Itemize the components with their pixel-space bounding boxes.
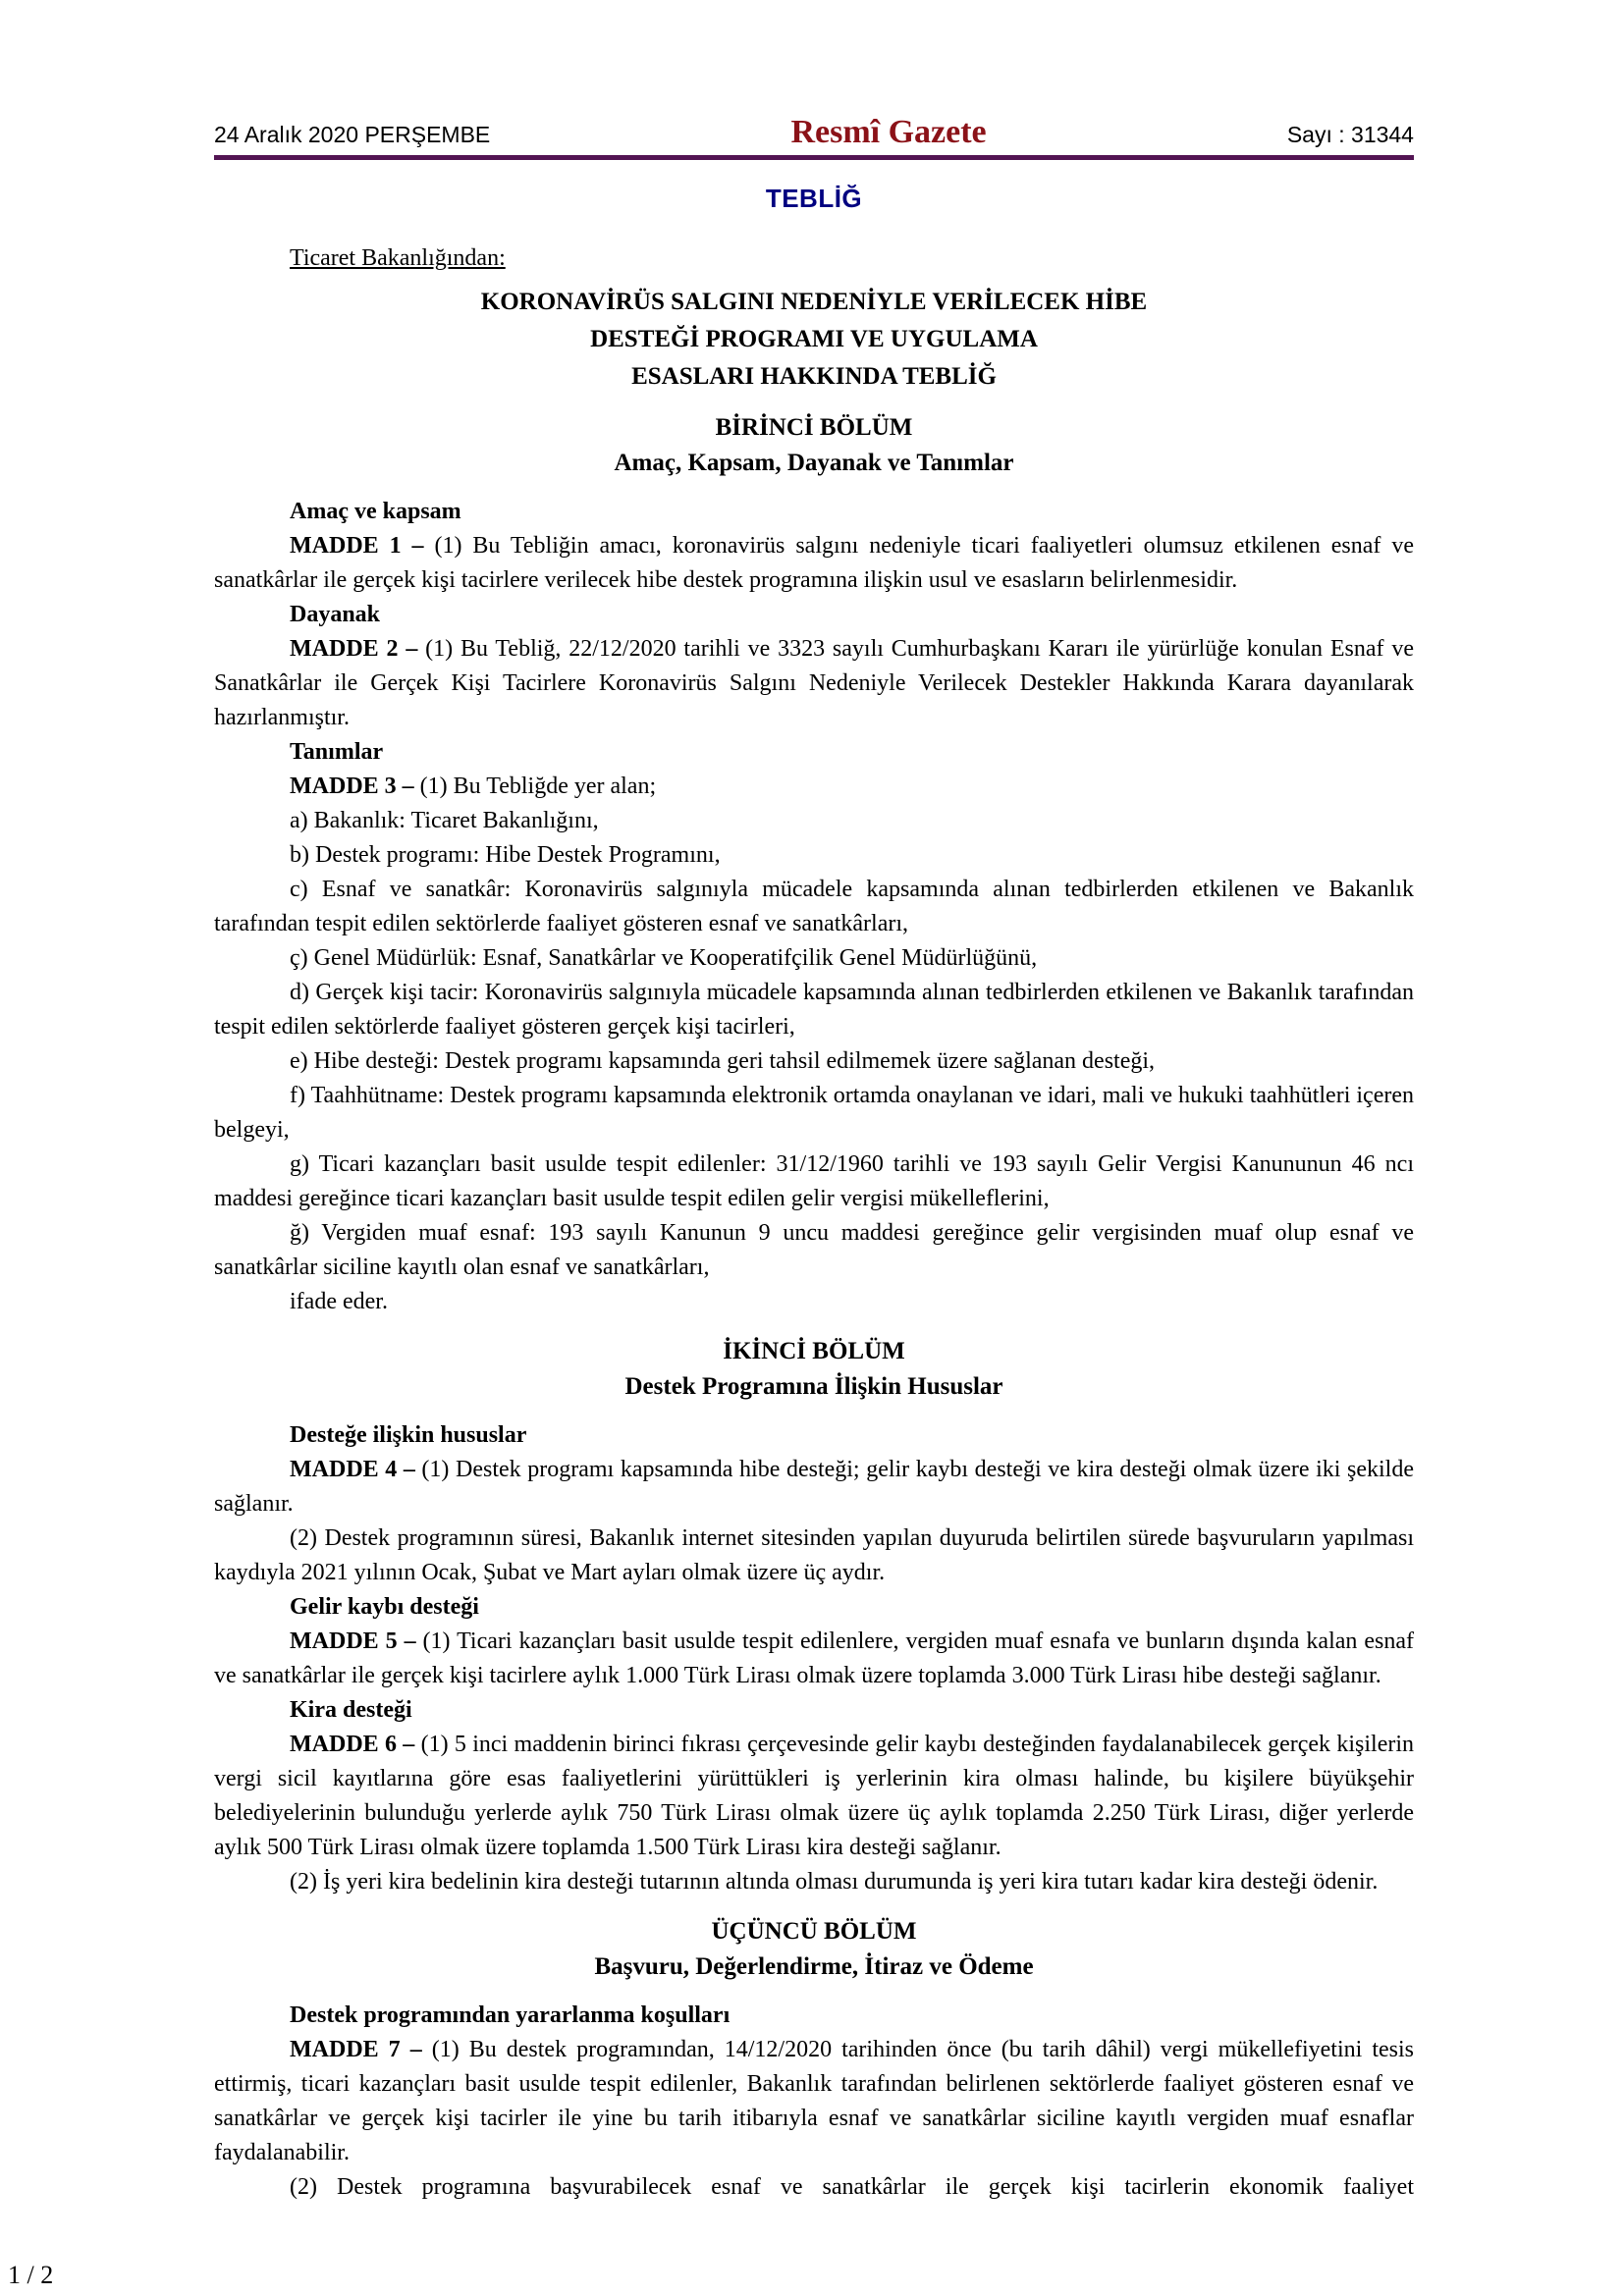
madde-label: MADDE 3 – xyxy=(290,774,414,799)
paragraph xyxy=(214,1728,1414,1865)
issue-date: 24 Aralık 2020 PERŞEMBE xyxy=(214,122,491,147)
chapter-heading xyxy=(214,1914,1414,1985)
paragraph xyxy=(214,838,1414,873)
paragraph xyxy=(214,2170,1414,2205)
section-heading: Dayanak xyxy=(290,602,381,627)
chapter-heading xyxy=(214,1334,1414,1405)
header-rule-divider xyxy=(214,155,1414,160)
document-title-line: KORONAVİRÜS SALGINI NEDENİYLE VERİLECEK HİBE xyxy=(480,289,1148,315)
paragraph-text: f) Taahhütname: Destek programı kapsamında elektronik ortamda onaylanan ve idari, mali ve hukuki taahhütleri içeren belgeyi, xyxy=(214,1083,1414,1143)
section-heading: Tanımlar xyxy=(290,739,384,765)
paragraph xyxy=(214,1865,1414,1899)
chapter-heading-line: İKİNCİ BÖLÜM xyxy=(723,1338,905,1364)
section-heading: Desteğe ilişkin hususlar xyxy=(290,1422,527,1448)
paragraph-text: a) Bakanlık: Ticaret Bakanlığını, xyxy=(290,808,599,833)
document-body xyxy=(214,410,1414,2205)
section-heading: Gelir kaybı desteği xyxy=(290,1594,479,1620)
paragraph xyxy=(214,529,1414,598)
section-heading: Destek programından yararlanma koşulları xyxy=(290,2002,731,2028)
paragraph xyxy=(214,1148,1414,1216)
paragraph xyxy=(214,1285,1414,1319)
madde-label: MADDE 2 – xyxy=(290,636,418,662)
page-indicator: 1 / 2 xyxy=(8,2261,54,2289)
paragraph-text: d) Gerçek kişi tacir: Koronavirüs salgınıyla mücadele kapsamında alınan tedbirlerden etkilenen ve Bakanlık tarafından tespit edilen sektörlerde faaliyet gösteren gerçek kişi tacirleri, xyxy=(214,980,1414,1040)
paragraph-text: ifade eder. xyxy=(290,1289,388,1314)
paragraph-text: g) Ticari kazançları basit usulde tespit edilenler: 31/12/1960 tarihli ve 193 sayılı Gelir Vergisi Kanununun 46 ncı maddesi gereğince ticari kazançları basit usulde tespit edilen gelir vergisi mükelleflerini, xyxy=(214,1151,1414,1211)
chapter-heading-line: ÜÇÜNCÜ BÖLÜM xyxy=(711,1918,917,1945)
chapter-heading xyxy=(214,410,1414,481)
madde-label: MADDE 7 – xyxy=(290,2037,422,2062)
paragraph xyxy=(214,1079,1414,1148)
chapter-heading-line: Destek Programına İlişkin Hususlar xyxy=(624,1373,1003,1400)
chapter-heading-line: Başvuru, Değerlendirme, İtiraz ve Ödeme xyxy=(594,1953,1034,1980)
paragraph xyxy=(214,873,1414,941)
paragraph-text: (1) Bu Tebliğ, 22/12/2020 tarihli ve 3323 sayılı Cumhurbaşkanı Kararı ile yürürlüğe konulan Esnaf ve Sanatkârlar ile Gerçek Kişi Tacirlere Koronavirüs Salgını Nedeniyle Verilecek Destekler Hakkında Karara dayanılarak hazırlanmıştır. xyxy=(214,636,1414,730)
paragraph-text: e) Hibe desteği: Destek programı kapsamında geri tahsil edilmemek üzere sağlanan desteği, xyxy=(290,1048,1156,1074)
madde-label: MADDE 4 – xyxy=(290,1457,415,1482)
paragraph-text: (2) Destek programına başvurabilecek esnaf ve sanatkârlar ile gerçek kişi tacirlerin ekonomik faaliyet xyxy=(290,2174,1414,2200)
issuing-authority xyxy=(214,245,1414,272)
paragraph-text: (1) Bu Tebliğde yer alan; xyxy=(413,774,657,799)
madde-label: MADDE 5 – xyxy=(290,1629,416,1654)
paragraph xyxy=(214,804,1414,838)
gazette-title: Resmî Gazete xyxy=(790,114,987,150)
chapter-heading-line: Amaç, Kapsam, Dayanak ve Tanımlar xyxy=(614,450,1014,476)
paragraph xyxy=(214,1522,1414,1590)
paragraph xyxy=(214,2033,1414,2170)
document-title-line: DESTEĞİ PROGRAMI VE UYGULAMA xyxy=(590,326,1038,352)
issue-number: Sayı : 31344 xyxy=(1286,122,1414,147)
section-heading: Kira desteği xyxy=(290,1697,412,1723)
paragraph-text: (2) Destek programının süresi, Bakanlık internet sitesinden yapılan duyuruda belirtilen sürede başvuruların yapılması kaydıyla 2021 yılının Ocak, Şubat ve Mart ayları olmak üzere üç aydır. xyxy=(214,1525,1414,1585)
paragraph-text: b) Destek programı: Hibe Destek Programını, xyxy=(290,842,721,868)
madde-label: MADDE 1 – xyxy=(290,533,424,559)
paragraph xyxy=(214,941,1414,976)
document-title-line: ESASLARI HAKKINDA TEBLİĞ xyxy=(631,363,997,390)
paragraph-text: ç) Genel Müdürlük: Esnaf, Sanatkârlar ve Kooperatifçilik Genel Müdürlüğünü, xyxy=(290,945,1038,971)
paragraph xyxy=(214,1216,1414,1285)
page-content xyxy=(214,114,1414,2205)
section-heading: Amaç ve kapsam xyxy=(290,499,461,524)
paragraph xyxy=(214,1625,1414,1693)
paragraph-text: (2) İş yeri kira bedelinin kira desteği tutarının altında olması durumunda iş yeri kira tutarı kadar kira desteği ödenir. xyxy=(290,1869,1379,1895)
paragraph-text: (1) Bu Tebliğin amacı, koronavirüs salgını nedeniyle ticari faaliyetleri olumsuz etkilenen esnaf ve sanatkârlar ile gerçek kişi tacirlere verilecek hibe destek programına ilişkin usul ve esasların belirlenmesidir. xyxy=(214,533,1414,593)
document-title xyxy=(214,284,1414,396)
paragraph xyxy=(214,1044,1414,1079)
paragraph xyxy=(214,1453,1414,1522)
paragraph-text: (1) Destek programı kapsamında hibe desteği; gelir kaybı desteği ve kira desteği olmak üzere iki şekilde sağlanır. xyxy=(214,1457,1414,1517)
paragraph xyxy=(214,770,1414,804)
chapter-heading-line: BİRİNCİ BÖLÜM xyxy=(715,414,913,441)
paragraph-text: (1) Bu destek programından, 14/12/2020 tarihinden önce (bu tarih dâhil) vergi mükellefiyetini tesis ettirmiş, ticari kazançları basit usulde tespit edilenler, Bakanlık tarafından belirlenen sektörlerde faaliyet gösteren esnaf ve sanatkârlar ve gerçek kişi tacirler ile yine bu tarih itibarıyla esnaf ve sanatkârlar siciline kayıtlı vergiden muaf esnaflar faydalanabilir. xyxy=(214,2037,1414,2165)
paragraph-text: (1) Ticari kazançları basit usulde tespit edilenlere, vergiden muaf esnafa ve bunların dışında kalan esnaf ve sanatkârlar ile gerçek kişi tacirlere aylık 1.000 Türk Lirası olmak üzere toplamda 3.000 Türk Lirası hibe desteği sağlanır. xyxy=(214,1629,1414,1688)
issuing-authority-text: Ticaret Bakanlığından: xyxy=(290,245,506,271)
paragraph-text: c) Esnaf ve sanatkâr: Koronavirüs salgınıyla mücadele kapsamında alınan tedbirlerden etkilenen ve Bakanlık tarafından tespit edilen sektörlerde faaliyet gösteren esnaf ve sanatkârları, xyxy=(214,877,1414,936)
paragraph-text: ğ) Vergiden muaf esnaf: 193 sayılı Kanunun 9 uncu maddesi gereğince gelir vergisinden muaf olup esnaf ve sanatkârlar siciline kayıtlı olan esnaf ve sanatkârları, xyxy=(214,1220,1414,1280)
paragraph xyxy=(214,632,1414,735)
paragraph xyxy=(214,976,1414,1044)
gazette-masthead xyxy=(214,114,1414,151)
teblig-banner: TEBLİĞ xyxy=(765,184,863,213)
paragraph-text: (1) 5 inci maddenin birinci fıkrası çerçevesinde gelir kaybı desteğinden faydalanabilecek gerçek kişilerin vergi sicil kayıtlarına göre esas faaliyetlerini yürüttükleri iş yerlerinin kira olması halinde, bu kişilere büyükşehir belediyelerinin bulunduğu yerlerde aylık 750 Türk Lirası olmak üzere üç aylık toplamda 2.250 Türk Lirası, diğer yerlerde aylık 500 Türk Lirası olmak üzere toplamda 1.500 Türk Lirası kira desteği sağlanır. xyxy=(214,1732,1415,1860)
madde-label: MADDE 6 – xyxy=(290,1732,415,1757)
